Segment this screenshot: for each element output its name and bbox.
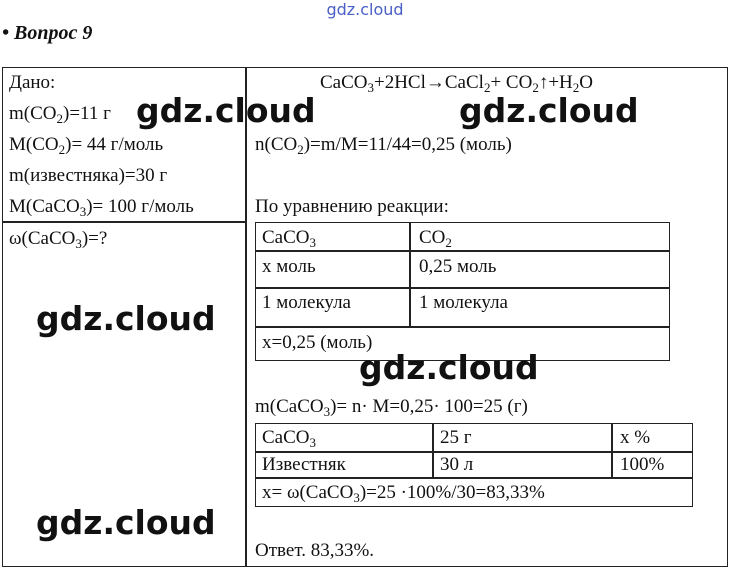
ratio-table-row-divider bbox=[255, 326, 670, 328]
fraction-table-cell: х % bbox=[620, 427, 651, 448]
watermark: gdz.cloud bbox=[36, 299, 216, 338]
given-mass-limestone: m(известняка)=30 г bbox=[9, 165, 168, 186]
ratio-table-cell: 1 молекула bbox=[262, 292, 351, 313]
question-heading: • Вопрос 9 bbox=[2, 22, 93, 44]
given-label: Дано: bbox=[9, 72, 56, 93]
watermark: gdz.cloud bbox=[359, 348, 539, 387]
given-molar-mass-co2: $M(CO_2)= 44$ г/моль bbox=[9, 134, 164, 157]
watermark: gdz.cloud bbox=[136, 91, 316, 130]
ratio-table-header-caco3: CaCO$_3$ bbox=[262, 227, 316, 250]
ratio-table-row-divider bbox=[255, 250, 670, 252]
fraction-table-cell: 100% bbox=[620, 454, 665, 475]
watermark: gdz.cloud bbox=[459, 91, 639, 130]
ratio-table-result: х=0,25 (моль) bbox=[262, 332, 373, 353]
final-answer: Ответ. 83,33%. bbox=[255, 540, 375, 561]
watermark-top: gdz.cloud bbox=[326, 0, 404, 19]
by-equation-label: По уравнению реакции: bbox=[255, 196, 449, 217]
column-divider bbox=[245, 67, 247, 567]
mass-caco3-calc: m(CaCO$_3$)= n· M=0,25· 100=25 (г) bbox=[255, 396, 528, 419]
fraction-table-row-divider bbox=[255, 451, 693, 453]
ratio-table-header-co2: $CO_2$ bbox=[419, 227, 452, 250]
fraction-table-result: х= ω(CaCO$_3$)=25 ·100%/30=83,33% bbox=[262, 482, 545, 505]
ratio-table-row-divider bbox=[255, 287, 670, 289]
ratio-table-cell: 0,25 моль bbox=[419, 256, 497, 277]
ratio-table-cell: х моль bbox=[262, 256, 316, 277]
ratio-table-cell: 1 молекула bbox=[419, 292, 508, 313]
fraction-table-cell: 25 г bbox=[440, 427, 472, 448]
fraction-table-cell: 30 л bbox=[440, 454, 474, 475]
fraction-table-cell: Известняк bbox=[262, 454, 346, 475]
moles-co2-calc: $n(CO_2)=m/M=11/44=0,25$ (моль) bbox=[255, 134, 512, 157]
given-molar-mass-caco3: M(CaCO$_3$)= 100 г/моль bbox=[9, 196, 194, 219]
reaction-equation: CaCO$_3$+2HCl→CaCl$_2$+ $CO_2↑+H_2O$ bbox=[320, 72, 593, 95]
find-mass-fraction: ω(CaCO$_3$)=? bbox=[9, 228, 108, 251]
given-mass-co2: $m(CO_2)=11$ г bbox=[9, 103, 111, 126]
given-divider bbox=[2, 221, 246, 223]
ratio-table-col-divider bbox=[409, 222, 411, 327]
fraction-table-row-divider bbox=[255, 477, 693, 479]
watermark: gdz.cloud bbox=[36, 503, 216, 542]
fraction-table-cell-caco3: CaCO$_3$ bbox=[262, 427, 316, 450]
